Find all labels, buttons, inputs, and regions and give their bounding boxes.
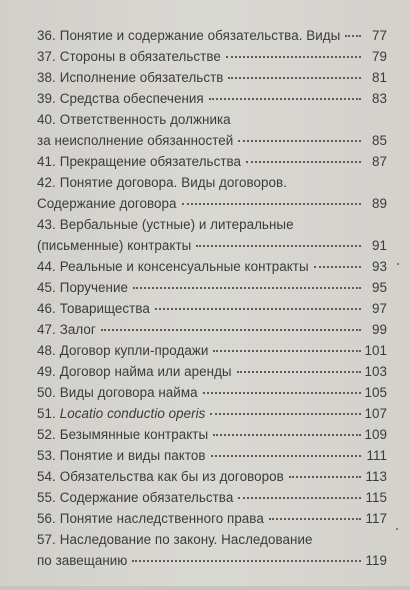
entry-title: Обязательства как бы из договоров [59, 469, 284, 484]
dot-leader [314, 266, 361, 268]
dot-leader [246, 161, 361, 163]
entry-title: Товарищества [59, 301, 150, 316]
toc-entry [37, 427, 387, 443]
entry-title: Содержание обязательства [59, 490, 234, 505]
entry-number: 41. [37, 154, 56, 169]
entry-title: Реальные и консенсуальные контракты [59, 259, 309, 274]
dot-leader [182, 203, 361, 205]
dot-leader [213, 350, 360, 352]
toc-entry [37, 112, 387, 149]
toc-entry [37, 70, 387, 86]
toc-entry [37, 364, 387, 380]
dot-leader [211, 455, 361, 457]
entry-page: 107 [364, 406, 387, 421]
entry-title: Залог [59, 322, 96, 337]
entry-number: 55. [37, 490, 56, 505]
toc-entry [37, 217, 387, 254]
entry-page: 117 [365, 511, 387, 526]
entry-number: 40. [37, 112, 56, 127]
dot-leader [155, 308, 361, 310]
entry-number: 48. [37, 343, 56, 358]
dot-leader [213, 434, 360, 436]
dot-leader [133, 287, 361, 289]
entry-title: Наследование по закону. Наследование [59, 532, 313, 547]
entry-title-continuation: по завещанию [37, 553, 128, 568]
entry-number: 53. [37, 448, 56, 463]
entry-title: Понятие договора. Виды договоров. [59, 175, 287, 190]
toc-entry [37, 385, 387, 401]
dot-leader [203, 392, 361, 394]
entry-page: 101 [364, 343, 387, 358]
toc-entry [37, 511, 387, 527]
entry-line [37, 217, 387, 233]
entry-number: 51. [37, 406, 56, 421]
entry-number: 36. [37, 28, 56, 43]
entry-page: 93 [372, 259, 387, 274]
entry-number: 44. [37, 259, 56, 274]
entry-number: 49. [37, 364, 56, 379]
entry-line [37, 406, 387, 422]
dot-leader [238, 140, 361, 142]
toc-entry [37, 301, 387, 317]
dot-leader [345, 35, 361, 37]
entry-page: 115 [365, 490, 387, 505]
entry-number: 43. [37, 217, 56, 232]
entry-title: Исполнение обязательств [59, 70, 224, 85]
dot-leader [209, 98, 361, 100]
entry-page: 109 [364, 427, 387, 442]
entry-number: 52. [37, 427, 56, 442]
entry-title: Понятие и виды пактов [59, 448, 206, 463]
dot-leader [132, 560, 361, 562]
toc-entry [37, 28, 387, 44]
entry-title: Понятие наследственного права [59, 511, 264, 526]
entry-line-continuation [37, 553, 387, 569]
dot-leader [228, 77, 361, 79]
entry-page: 119 [365, 553, 387, 568]
entry-page: 95 [372, 280, 387, 295]
entry-line [37, 532, 387, 548]
entry-number: 45. [37, 280, 56, 295]
entry-number: 54. [37, 469, 56, 484]
entry-title: Locatio conductio operis [59, 406, 206, 421]
toc-entry [37, 280, 387, 296]
entry-page: 81 [372, 70, 387, 85]
entry-title-continuation: за неисполнение обязанностей [37, 133, 234, 148]
entry-number: 42. [37, 175, 56, 190]
entry-page: 111 [366, 448, 387, 463]
entry-page: 89 [372, 196, 387, 211]
entry-line [37, 280, 387, 296]
toc-entry [37, 154, 387, 170]
entry-page: 113 [365, 469, 387, 484]
entry-number: 56. [37, 511, 56, 526]
entry-title: Средства обеспечения [59, 91, 204, 106]
entry-page: 105 [364, 385, 387, 400]
entry-line-continuation [37, 133, 387, 149]
entry-page: 87 [372, 154, 387, 169]
entry-title: Поручение [59, 280, 129, 295]
entry-title-continuation: (письменные) контракты [37, 238, 192, 253]
dot-leader [237, 371, 361, 373]
entry-page: 103 [364, 364, 387, 379]
entry-line [37, 448, 387, 464]
entry-title: Безымянные контракты [59, 427, 209, 442]
entry-title: Договор найма или аренды [59, 364, 232, 379]
toc-entry [37, 343, 387, 359]
dot-leader [289, 476, 361, 478]
toc-entry [37, 175, 387, 212]
entry-number: 57. [37, 532, 56, 547]
entry-title: Понятие и содержание обязательства. Виды [59, 28, 341, 43]
entry-page: 83 [372, 91, 387, 106]
entry-page: 99 [372, 322, 387, 337]
speck-mark [396, 528, 398, 530]
toc-entry [37, 322, 387, 338]
dot-leader [226, 56, 361, 58]
entry-line [37, 91, 387, 107]
entry-title: Вербальные (устные) и литеральные [59, 217, 294, 232]
entry-page: 79 [372, 49, 387, 64]
dot-leader [101, 329, 361, 331]
entry-title: Стороны в обязательстве [59, 49, 221, 64]
entry-page: 77 [372, 28, 387, 43]
entry-line [37, 175, 387, 191]
toc-entry [37, 532, 387, 569]
entry-line [37, 28, 387, 44]
entry-page: 97 [372, 301, 387, 316]
entry-line-continuation [37, 238, 387, 254]
toc-entry [37, 259, 387, 275]
toc-entry [37, 490, 387, 506]
entry-number: 38. [37, 70, 56, 85]
entry-line [37, 259, 387, 275]
entry-line [37, 343, 387, 359]
toc-entry [37, 469, 387, 485]
entry-number: 50. [37, 385, 56, 400]
entry-title-continuation: Содержание договора [37, 196, 177, 211]
table-of-contents [37, 25, 387, 568]
entry-line [37, 49, 387, 65]
entry-line [37, 301, 387, 317]
entry-line [37, 112, 387, 128]
entry-number: 47. [37, 322, 56, 337]
entry-line [37, 385, 387, 401]
entry-line [37, 511, 387, 527]
entry-number: 37. [37, 49, 56, 64]
toc-entry [37, 49, 387, 65]
entry-line [37, 70, 387, 86]
entry-number: 39. [37, 91, 56, 106]
dot-leader [210, 413, 360, 415]
toc-entry [37, 406, 387, 422]
entry-page: 91 [372, 238, 387, 253]
dot-leader [196, 245, 361, 247]
speck-mark [397, 263, 399, 265]
toc-entry [37, 448, 387, 464]
page-bottom-edge [0, 586, 410, 590]
entry-line [37, 469, 387, 485]
dot-leader [269, 518, 361, 520]
entry-line-continuation [37, 196, 387, 212]
entry-line [37, 322, 387, 338]
entry-page: 85 [372, 133, 387, 148]
entry-line [37, 154, 387, 170]
entry-line [37, 427, 387, 443]
entry-line [37, 490, 387, 506]
entry-title: Ответственность должника [59, 112, 231, 127]
entry-number: 46. [37, 301, 56, 316]
toc-entry [37, 91, 387, 107]
entry-title: Прекращение обязательства [59, 154, 242, 169]
entry-title: Виды договора найма [59, 385, 198, 400]
dot-leader [238, 497, 361, 499]
entry-line [37, 364, 387, 380]
entry-title: Договор купли-продажи [59, 343, 209, 358]
